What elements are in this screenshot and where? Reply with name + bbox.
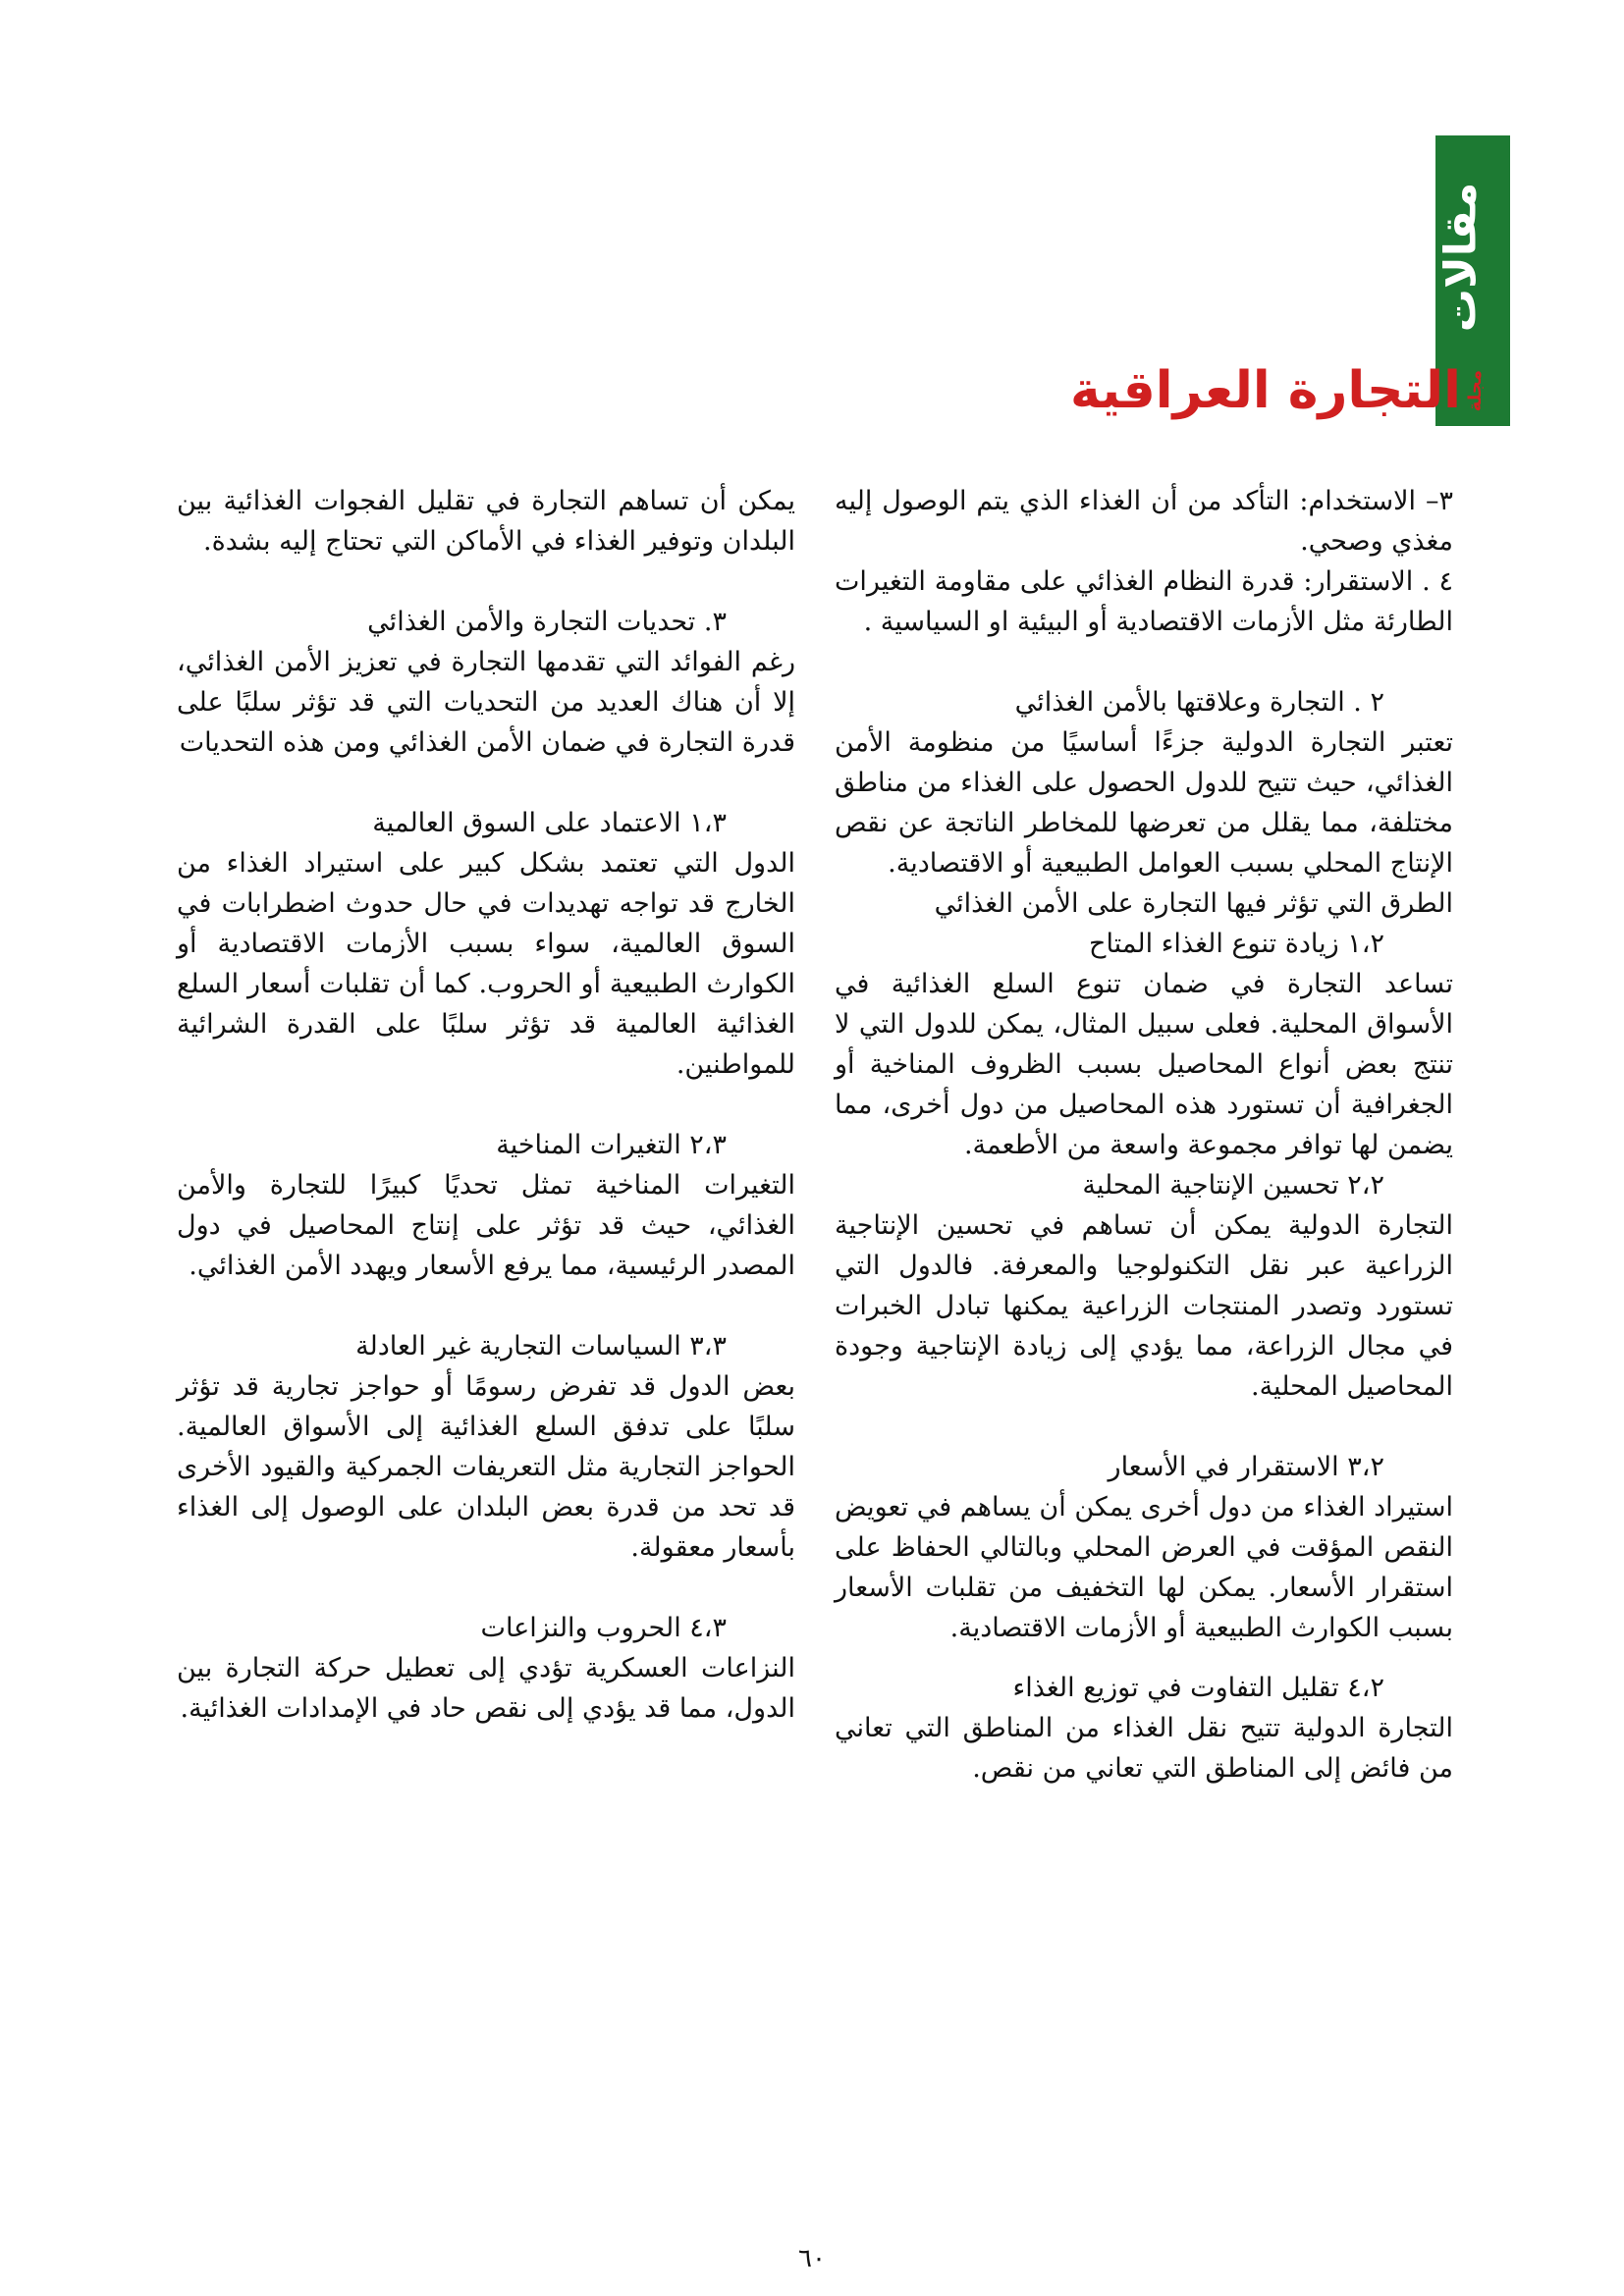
paragraph: ٤ . الاستقرار: قدرة النظام الغذائي على مقاومة التغيرات الطارئة مثل الأزمات الاقتصادية أو البيئية او السياسية . <box>835 566 1453 637</box>
paragraph: الدول التي تعتمد بشكل كبير على استيراد الغذاء من الخارج قد تواجه تهديدات في حال حدوث اضطرابات في السوق العالمية، سواء بسبب الأزمات الاقتصادية أو الكوارث الطبيعية أو الحروب. كما أن تقلبات أسعار السلع الغذائية العالمية قد تؤثر سلبًا على القدرة الشرائية للمواطنين. <box>177 848 795 1080</box>
paragraph: تساعد التجارة في ضمان تنوع السلع الغذائية في الأسواق المحلية. فعلى سبيل المثال، يمكن للدول التي لا تنتج بعض أنواع المحاصيل بسبب الظروف المناخية أو الجغرافية أن تستورد هذه المحاصيل من دول أخرى، مما يضمن لها توافر مجموعة واسعة من الأطعمة. <box>835 969 1453 1160</box>
subsection-heading: ٤،٢ تقليل التفاوت في توزيع الغذاء <box>1012 1673 1384 1703</box>
paragraph: تعتبر التجارة الدولية جزءًا أساسيًا من منظومة الأمن الغذائي، حيث تتيح للدول الحصول على الغذاء من مناطق مختلفة، مما يقلل من تعرضها للمخاطر الناتجة عن نقص الإنتاج المحلي بسبب العوامل الطبيعية أو الاقتصادية. <box>835 727 1453 879</box>
paragraph: استيراد الغذاء من دول أخرى يمكن أن يساهم في تعويض النقص المؤقت في العرض المحلي وبالتالي الحفاظ على استقرار الأسعار. يمكن لها التخفيف من تقلبات الأسعار بسبب الكوارث الطبيعية أو الأزمات الاقتصادية. <box>835 1492 1453 1643</box>
subsection-heading: ٣،٢ الاستقرار في الأسعار <box>1108 1452 1384 1482</box>
section-heading: ٣. تحديات التجارة والأمن الغذائي <box>367 607 727 637</box>
paragraph: التغيرات المناخية تمثل تحديًا كبيرًا للتجارة والأمن الغذائي، حيث قد تؤثر على إنتاج المحاصيل في دول المصدر الرئيسية، مما يرفع الأسعار ويهدد الأمن الغذائي. <box>177 1170 795 1281</box>
section-label: مقالات <box>1435 182 1487 333</box>
paragraph: النزاعات العسكرية تؤدي إلى تعطيل حركة التجارة بين الدول، مما قد يؤدي إلى نقص حاد في الإمدادات الغذائية. <box>177 1653 795 1724</box>
paragraph: بعض الدول قد تفرض رسومًا أو حواجز تجارية قد تؤثر سلبًا على تدفق السلع الغذائية إلى الأسواق العالمية. الحواجز التجارية مثل التعريفات الجمركية والقيود الأخرى قد تحد من قدرة بعض البلدان على الوصول إلى الغذاء بأسعار معقولة. <box>177 1371 795 1563</box>
paragraph: التجارة الدولية تتيح نقل الغذاء من المناطق التي تعاني من فائض إلى المناطق التي تعاني من نقص. <box>835 1713 1453 1784</box>
subsection-heading: ٢،٢ تحسين الإنتاجية المحلية <box>1082 1170 1384 1201</box>
subsection-heading: ١،٣ الاعتماد على السوق العالمية <box>372 808 727 838</box>
section-heading: ٢ . التجارة وعلاقتها بالأمن الغذائي <box>1014 687 1384 718</box>
paragraph: الطرق التي تؤثر فيها التجارة على الأمن الغذائي <box>934 888 1453 919</box>
paragraph: يمكن أن تساهم التجارة في تقليل الفجوات الغذائية بين البلدان وتوفير الغذاء في الأماكن التي تحتاج إليه بشدة. <box>177 486 795 557</box>
right-column <box>835 481 1453 1789</box>
paragraph: ٣– الاستخدام: التأكد من أن الغذاء الذي يتم الوصول إليه مغذي وصحي. <box>835 486 1453 557</box>
magazine-prefix: مجلة <box>1465 369 1486 412</box>
paragraph: التجارة الدولية يمكن أن تساهم في تحسين الإنتاجية الزراعية عبر نقل التكنولوجيا والمعرفة. فالدول التي تستورد وتصدر المنتجات الزراعية يمكنها تبادل الخبرات في مجال الزراعة، مما يؤدي إلى زيادة الإنتاجية وجودة المحاصيل المحلية. <box>835 1210 1453 1402</box>
subsection-heading: ٣،٣ السياسات التجارية غير العادلة <box>355 1331 727 1362</box>
subsection-heading: ٢،٣ التغيرات المناخية <box>496 1130 727 1160</box>
page-number: ٦٠ <box>798 2244 826 2273</box>
paragraph: رغم الفوائد التي تقدمها التجارة في تعزيز الأمن الغذائي، إلا أن هناك العديد من التحديات التي قد تؤثر سلبًا على قدرة التجارة في ضمان الأمن الغذائي ومن هذه التحديات <box>177 647 795 758</box>
subsection-heading: ١،٢ زيادة تنوع الغذاء المتاح <box>1089 929 1384 959</box>
magazine-logo <box>1070 355 1486 426</box>
subsection-heading: ٤،٣ الحروب والنزاعات <box>480 1613 727 1643</box>
magazine-title: التجارة العراقية <box>1070 361 1461 420</box>
left-column <box>177 481 795 1729</box>
